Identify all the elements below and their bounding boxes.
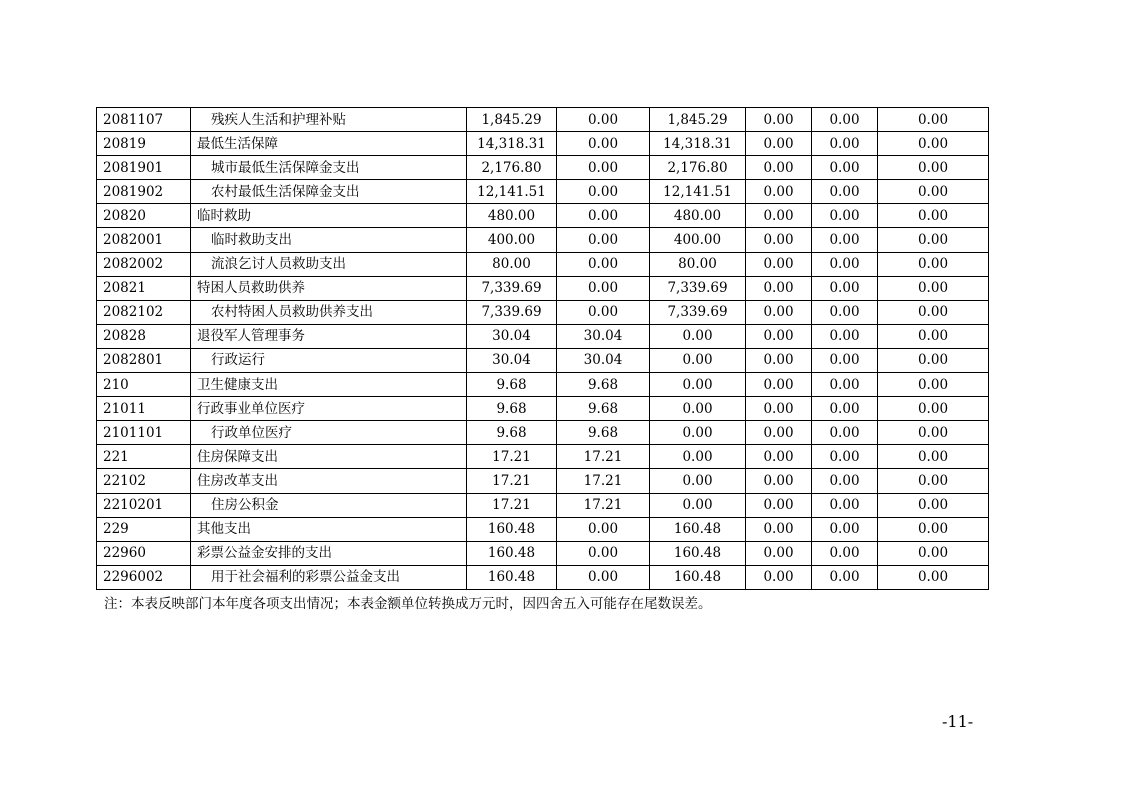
amount-cell: 9.68 — [557, 397, 650, 421]
amount-cell: 0.00 — [812, 156, 878, 180]
subject-name-cell: 城市最低生活保障金支出 — [191, 156, 467, 180]
subject-name-cell: 卫生健康支出 — [191, 373, 467, 397]
subject-code-cell: 2101101 — [97, 421, 191, 445]
amount-cell: 12,141.51 — [467, 180, 557, 204]
subject-code-cell: 2210201 — [97, 493, 191, 517]
amount-cell: 0.00 — [746, 565, 812, 589]
table-row — [97, 108, 989, 132]
subject-name-cell: 住房公积金 — [191, 493, 467, 517]
subject-code-cell: 2081107 — [97, 108, 191, 132]
subject-code-cell: 20828 — [97, 324, 191, 348]
table-row — [97, 276, 989, 300]
amount-cell: 0.00 — [746, 493, 812, 517]
amount-cell: 0.00 — [878, 565, 989, 589]
amount-cell: 9.68 — [557, 373, 650, 397]
subject-name-cell: 最低生活保障 — [191, 132, 467, 156]
amount-cell: 0.00 — [557, 300, 650, 324]
amount-cell: 17.21 — [557, 493, 650, 517]
subject-code-cell: 22960 — [97, 541, 191, 565]
amount-cell: 0.00 — [557, 517, 650, 541]
amount-cell: 0.00 — [878, 517, 989, 541]
subject-code-cell: 20820 — [97, 204, 191, 228]
table-row — [97, 204, 989, 228]
amount-cell: 0.00 — [812, 397, 878, 421]
amount-cell: 0.00 — [650, 421, 746, 445]
amount-cell: 0.00 — [878, 300, 989, 324]
subject-code-cell: 2082001 — [97, 228, 191, 252]
amount-cell: 0.00 — [812, 445, 878, 469]
amount-cell: 0.00 — [557, 204, 650, 228]
amount-cell: 0.00 — [878, 445, 989, 469]
amount-cell: 0.00 — [878, 324, 989, 348]
table-row — [97, 517, 989, 541]
amount-cell: 160.48 — [467, 517, 557, 541]
amount-cell: 0.00 — [812, 204, 878, 228]
amount-cell: 0.00 — [746, 445, 812, 469]
amount-cell: 12,141.51 — [650, 180, 746, 204]
amount-cell: 0.00 — [746, 276, 812, 300]
amount-cell: 0.00 — [746, 108, 812, 132]
amount-cell: 0.00 — [746, 180, 812, 204]
subject-name-cell: 其他支出 — [191, 517, 467, 541]
table-row — [97, 300, 989, 324]
expenditure-table — [96, 107, 989, 590]
amount-cell: 80.00 — [650, 252, 746, 276]
amount-cell: 0.00 — [557, 180, 650, 204]
subject-name-cell: 临时救助支出 — [191, 228, 467, 252]
subject-name-cell: 特困人员救助供养 — [191, 276, 467, 300]
amount-cell: 0.00 — [650, 469, 746, 493]
subject-code-cell: 2081902 — [97, 180, 191, 204]
amount-cell: 0.00 — [650, 348, 746, 372]
table-row — [97, 252, 989, 276]
subject-name-cell: 用于社会福利的彩票公益金支出 — [191, 565, 467, 589]
amount-cell: 0.00 — [878, 397, 989, 421]
amount-cell: 9.68 — [467, 421, 557, 445]
amount-cell: 0.00 — [746, 228, 812, 252]
amount-cell: 2,176.80 — [467, 156, 557, 180]
table-row — [97, 324, 989, 348]
amount-cell: 0.00 — [812, 493, 878, 517]
amount-cell: 0.00 — [746, 324, 812, 348]
subject-code-cell: 2082102 — [97, 300, 191, 324]
table-note: 注：本表反映部门本年度各项支出情况；本表金额单位转换成万元时，因四舍五入可能存在尾数误差。 — [104, 596, 712, 612]
amount-cell: 480.00 — [467, 204, 557, 228]
amount-cell: 0.00 — [746, 252, 812, 276]
amount-cell: 0.00 — [812, 108, 878, 132]
subject-code-cell: 22102 — [97, 469, 191, 493]
amount-cell: 0.00 — [812, 541, 878, 565]
amount-cell: 30.04 — [557, 348, 650, 372]
amount-cell: 0.00 — [557, 132, 650, 156]
amount-cell: 160.48 — [650, 565, 746, 589]
amount-cell: 0.00 — [878, 156, 989, 180]
table-row — [97, 397, 989, 421]
amount-cell: 160.48 — [467, 565, 557, 589]
amount-cell: 0.00 — [557, 252, 650, 276]
amount-cell: 0.00 — [812, 469, 878, 493]
amount-cell: 0.00 — [746, 132, 812, 156]
amount-cell: 0.00 — [812, 300, 878, 324]
amount-cell: 9.68 — [557, 421, 650, 445]
amount-cell: 17.21 — [467, 493, 557, 517]
amount-cell: 9.68 — [467, 373, 557, 397]
amount-cell: 0.00 — [812, 228, 878, 252]
amount-cell: 7,339.69 — [650, 276, 746, 300]
subject-code-cell: 221 — [97, 445, 191, 469]
subject-code-cell: 2081901 — [97, 156, 191, 180]
table-row — [97, 445, 989, 469]
amount-cell: 0.00 — [878, 252, 989, 276]
amount-cell: 0.00 — [812, 565, 878, 589]
table-row — [97, 541, 989, 565]
subject-name-cell: 退役军人管理事务 — [191, 324, 467, 348]
amount-cell: 17.21 — [557, 469, 650, 493]
table-row — [97, 421, 989, 445]
amount-cell: 30.04 — [467, 348, 557, 372]
subject-name-cell: 住房保障支出 — [191, 445, 467, 469]
amount-cell: 0.00 — [557, 156, 650, 180]
amount-cell: 17.21 — [557, 445, 650, 469]
amount-cell: 1,845.29 — [650, 108, 746, 132]
amount-cell: 80.00 — [467, 252, 557, 276]
amount-cell: 160.48 — [650, 541, 746, 565]
page-number: -11- — [942, 712, 974, 731]
amount-cell: 400.00 — [467, 228, 557, 252]
subject-code-cell: 210 — [97, 373, 191, 397]
subject-code-cell: 20821 — [97, 276, 191, 300]
table-row — [97, 132, 989, 156]
amount-cell: 0.00 — [746, 300, 812, 324]
amount-cell: 0.00 — [557, 541, 650, 565]
subject-name-cell: 农村最低生活保障金支出 — [191, 180, 467, 204]
table-row — [97, 156, 989, 180]
amount-cell: 0.00 — [812, 324, 878, 348]
amount-cell: 0.00 — [650, 445, 746, 469]
amount-cell: 0.00 — [812, 276, 878, 300]
amount-cell: 7,339.69 — [467, 300, 557, 324]
amount-cell: 0.00 — [650, 493, 746, 517]
amount-cell: 480.00 — [650, 204, 746, 228]
expenditure-table-container — [96, 107, 988, 590]
subject-name-cell: 临时救助 — [191, 204, 467, 228]
subject-name-cell: 流浪乞讨人员救助支出 — [191, 252, 467, 276]
amount-cell: 30.04 — [557, 324, 650, 348]
amount-cell: 2,176.80 — [650, 156, 746, 180]
amount-cell: 0.00 — [878, 348, 989, 372]
amount-cell: 0.00 — [557, 108, 650, 132]
table-row — [97, 565, 989, 589]
subject-name-cell: 行政运行 — [191, 348, 467, 372]
subject-code-cell: 229 — [97, 517, 191, 541]
table-row — [97, 348, 989, 372]
subject-code-cell: 21011 — [97, 397, 191, 421]
amount-cell: 1,845.29 — [467, 108, 557, 132]
amount-cell: 0.00 — [812, 132, 878, 156]
amount-cell: 0.00 — [746, 397, 812, 421]
amount-cell: 0.00 — [650, 324, 746, 348]
amount-cell: 160.48 — [650, 517, 746, 541]
amount-cell: 0.00 — [746, 348, 812, 372]
table-row — [97, 180, 989, 204]
amount-cell: 400.00 — [650, 228, 746, 252]
amount-cell: 30.04 — [467, 324, 557, 348]
subject-name-cell: 残疾人生活和护理补贴 — [191, 108, 467, 132]
table-row — [97, 373, 989, 397]
amount-cell: 0.00 — [878, 421, 989, 445]
amount-cell: 0.00 — [812, 348, 878, 372]
amount-cell: 0.00 — [746, 517, 812, 541]
amount-cell: 0.00 — [746, 469, 812, 493]
amount-cell: 0.00 — [746, 204, 812, 228]
amount-cell: 0.00 — [878, 493, 989, 517]
amount-cell: 17.21 — [467, 445, 557, 469]
table-row — [97, 228, 989, 252]
subject-code-cell: 2296002 — [97, 565, 191, 589]
subject-name-cell: 行政单位医疗 — [191, 421, 467, 445]
amount-cell: 0.00 — [812, 373, 878, 397]
amount-cell: 0.00 — [878, 132, 989, 156]
amount-cell: 160.48 — [467, 541, 557, 565]
subject-code-cell: 2082002 — [97, 252, 191, 276]
amount-cell: 0.00 — [878, 204, 989, 228]
amount-cell: 0.00 — [878, 180, 989, 204]
amount-cell: 7,339.69 — [467, 276, 557, 300]
table-body — [97, 108, 989, 590]
table-row — [97, 469, 989, 493]
amount-cell: 0.00 — [878, 469, 989, 493]
subject-code-cell: 20819 — [97, 132, 191, 156]
amount-cell: 0.00 — [650, 373, 746, 397]
amount-cell: 0.00 — [878, 373, 989, 397]
amount-cell: 7,339.69 — [650, 300, 746, 324]
amount-cell: 14,318.31 — [467, 132, 557, 156]
amount-cell: 0.00 — [812, 180, 878, 204]
amount-cell: 0.00 — [878, 541, 989, 565]
subject-name-cell: 住房改革支出 — [191, 469, 467, 493]
subject-code-cell: 2082801 — [97, 348, 191, 372]
amount-cell: 0.00 — [812, 421, 878, 445]
amount-cell: 0.00 — [557, 228, 650, 252]
amount-cell: 0.00 — [650, 397, 746, 421]
subject-name-cell: 行政事业单位医疗 — [191, 397, 467, 421]
table-row — [97, 493, 989, 517]
amount-cell: 0.00 — [746, 156, 812, 180]
amount-cell: 0.00 — [557, 565, 650, 589]
amount-cell: 0.00 — [878, 228, 989, 252]
amount-cell: 0.00 — [746, 373, 812, 397]
amount-cell: 0.00 — [746, 421, 812, 445]
amount-cell: 0.00 — [812, 517, 878, 541]
amount-cell: 0.00 — [557, 276, 650, 300]
amount-cell: 0.00 — [812, 252, 878, 276]
amount-cell: 0.00 — [878, 108, 989, 132]
amount-cell: 14,318.31 — [650, 132, 746, 156]
subject-name-cell: 彩票公益金安排的支出 — [191, 541, 467, 565]
amount-cell: 17.21 — [467, 469, 557, 493]
amount-cell: 0.00 — [878, 276, 989, 300]
subject-name-cell: 农村特困人员救助供养支出 — [191, 300, 467, 324]
amount-cell: 0.00 — [746, 541, 812, 565]
amount-cell: 9.68 — [467, 397, 557, 421]
